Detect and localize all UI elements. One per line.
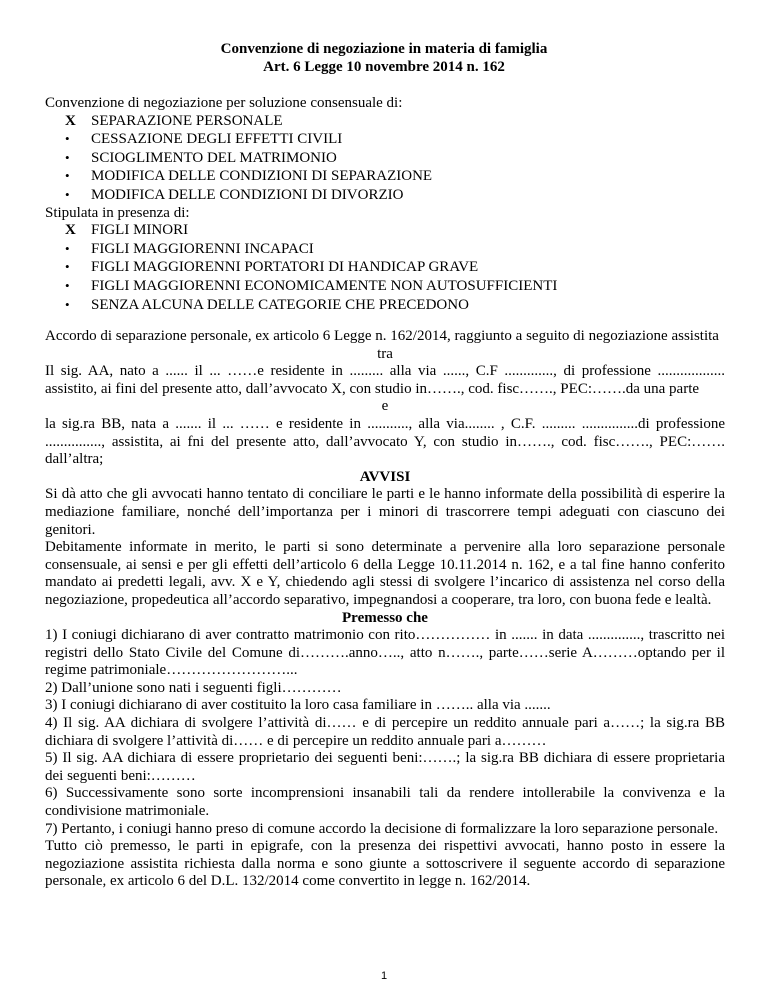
option-label: SENZA ALCUNA DELLE CATEGORIE CHE PRECEDONO — [91, 296, 469, 313]
premessa-item-2: 2) Dall’unione sono nati i seguenti figli………… — [45, 679, 342, 696]
title-line-2: Art. 6 Legge 10 novembre 2014 n. 162 — [263, 59, 505, 75]
option-item — [45, 258, 725, 277]
option-label: MODIFICA DELLE CONDIZIONI DI SEPARAZIONE — [91, 168, 433, 185]
option-label: SEPARAZIONE PERSONALE — [91, 112, 283, 129]
option-label: SCIOGLIMENTO DEL MATRIMONIO — [91, 149, 337, 166]
bullet-icon: • — [65, 240, 70, 256]
checked-mark: X — [65, 112, 76, 129]
options-list-b — [45, 222, 725, 314]
paragraph-party-aa: Il sig. AA, nato a ...... il ... ……e residente in ......... alla via ......, C.F ............., di professione .................. assistito, ai fini del presente atto, dall’avvocato X, con studio in……., cod. fisc……., PEC:…….da una parte — [45, 363, 725, 397]
bullet-icon: • — [65, 259, 70, 275]
option-item — [45, 149, 725, 168]
title-line-1: Convenzione di negoziazione in materia di famiglia — [220, 41, 548, 57]
paragraph-final: Tutto ciò premesso, le parti in epigrafe, con la presenza dei rispettivi avvocati, hanno posto in essere la negoziazione assistita richiesta dalla norma e sono giunte a sottoscrivere il seguente accordo di separazione personale, ex articolo 6 del D.L. 132/2014 come convertito in legge n. 162/2014. — [45, 838, 725, 890]
bullet-icon: • — [65, 296, 70, 312]
paragraph-avvisi-1: Si dà atto che gli avvocati hanno tentato di conciliare le parti e le hanno informate della possibilità di esperire la mediazione familiare, nonché dell’importanza per i minori di trascorrere tempi adeguati con ciascuno dei genitori. — [45, 486, 725, 538]
option-item — [45, 186, 725, 205]
option-label: FIGLI MAGGIORENNI ECONOMICAMENTE NON AUTOSUFFICIENTI — [91, 277, 558, 294]
bullet-icon: • — [65, 277, 70, 293]
premessa-item-1: 1) I coniugi dichiarano di aver contratto matrimonio con rito…………… in ....... in data .............., trascritto nei registri dello Stato Civile del Comune di……….anno….., atto n……., parte……serie A………optando per il regime patrimoniale……………………... — [45, 627, 725, 679]
document-title — [0, 40, 768, 76]
option-item — [45, 277, 725, 296]
option-label: FIGLI MINORI — [91, 222, 189, 239]
paragraph-avvisi-2: Debitamente informate in merito, le parti si sono determinate a pervenire alla loro separazione personale consensuale, ai sensi e per gli effetti dell’articolo 6 della Legge 10.11.2014 n. 162, e a tal fine hanno conferito mandato ai predetti legali, avv. X e Y, chiedendo agli stessi di svolgere l’incarico di assistenza nel corso della negoziazione, propedeutica all’accordo separativo, impegnandosi a cooperare, tra loro, con buona fede e lealtà. — [45, 539, 725, 608]
premessa-item-7: 7) Pertanto, i coniugi hanno preso di comune accordo la decisione di formalizzare la loro separazione personale. — [45, 820, 719, 837]
bullet-icon: • — [65, 131, 70, 147]
options-list-a — [45, 113, 725, 205]
paragraph-party-bb: la sig.ra BB, nata a ....... il ... …… e residente in ..........., alla via........ , C.F. ......... ...............di professione ..............., assistita, ai fni del presente atto, dall’avvocato Y, con studio in……., cod. fisc……., PEC:……. dall’altra; — [45, 415, 725, 468]
intro-soluzione: Convenzione di negoziazione per soluzione consensuale di: — [45, 95, 403, 111]
option-item — [45, 240, 725, 259]
tra-label: tra — [377, 345, 393, 362]
premessa-item-5: 5) Il sig. AA dichiara di essere proprietario dei seguenti beni:…….; la sig.ra BB dichiara di essere proprietaria dei seguenti beni:……… — [45, 750, 725, 784]
intro-presenza: Stipulata in presenza di: — [45, 204, 190, 221]
checked-mark: X — [65, 222, 76, 239]
paragraph-accordo: Accordo di separazione personale, ex articolo 6 Legge n. 162/2014, raggiunto a seguito di negoziazione assistita — [45, 328, 719, 344]
agreement-body — [45, 328, 725, 891]
premesso-heading: Premesso che — [342, 609, 428, 626]
option-label: CESSAZIONE DEGLI EFFETTI CIVILI — [91, 131, 343, 148]
premessa-item-4: 4) Il sig. AA dichiara di svolgere l’attività di…… e di percepire un reddito annuale pari a……; la sig.ra BB dichiara di svolgere l’attività di…… e di percepire un reddito annuale pari a……… — [45, 715, 725, 749]
option-label: FIGLI MAGGIORENNI INCAPACI — [91, 240, 314, 257]
option-item — [45, 167, 725, 186]
premessa-item-3: 3) I coniugi dichiarano di aver costituito la loro casa familiare in …….. alla via ....... — [45, 697, 551, 714]
option-item — [45, 222, 725, 240]
option-item — [45, 296, 725, 315]
page-number: 1 — [380, 970, 388, 982]
bullet-icon: • — [65, 186, 70, 202]
option-item — [45, 113, 725, 131]
option-label: MODIFICA DELLE CONDIZIONI DI DIVORZIO — [91, 186, 404, 203]
options-section — [45, 95, 725, 314]
avvisi-heading: AVVISI — [359, 468, 411, 485]
option-label: FIGLI MAGGIORENNI PORTATORI DI HANDICAP GRAVE — [91, 259, 479, 276]
bullet-icon: • — [65, 168, 70, 184]
bullet-icon: • — [65, 149, 70, 165]
premessa-item-6: 6) Successivamente sono sorte incomprensioni insanabili tali da rendere intollerabile la convivenza e la condivisione matrimoniale. — [45, 785, 725, 820]
option-item — [45, 130, 725, 149]
e-label: e — [381, 398, 389, 415]
